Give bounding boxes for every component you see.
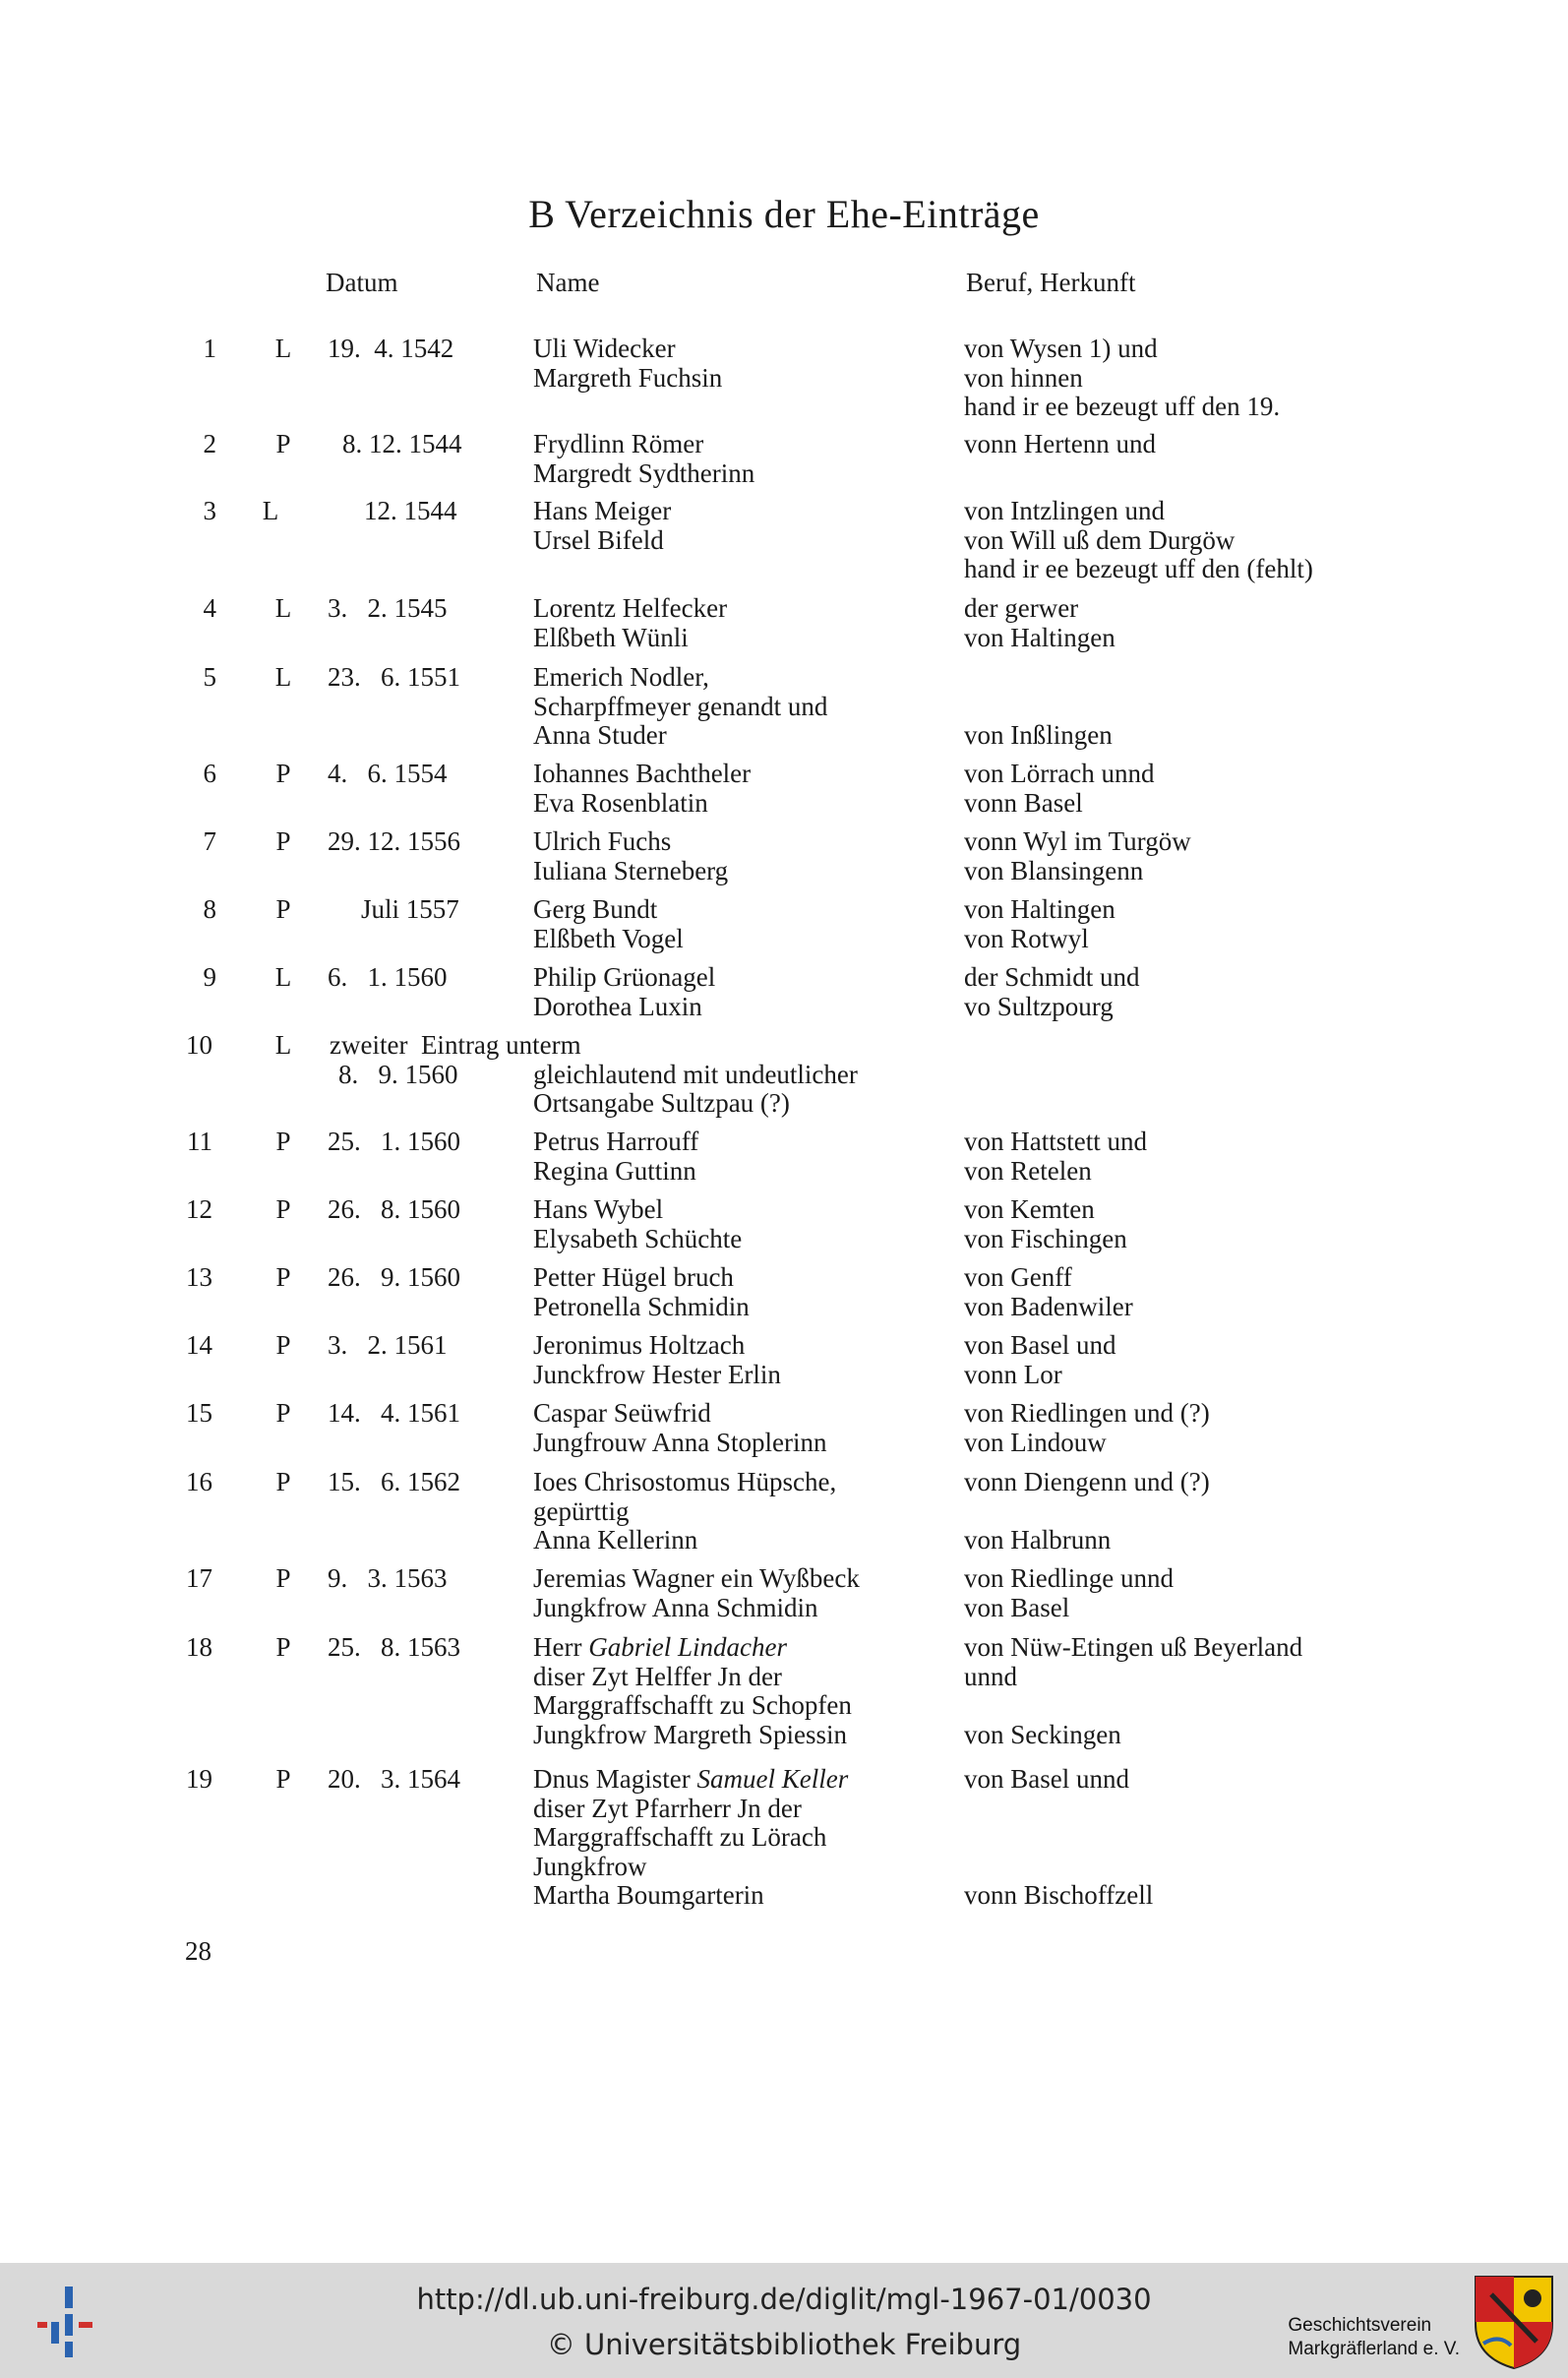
name-text: Jungkfrow Anna Schmidin <box>533 1592 818 1622</box>
origin-line: vonn Basel <box>964 787 1083 818</box>
entry-type: L <box>274 593 292 623</box>
entry-number: 1 <box>203 334 216 363</box>
origin-line: von Intzlingen und <box>964 496 1165 525</box>
entry-number: 9 <box>203 962 216 992</box>
entry-type: L <box>262 496 279 525</box>
entry-origin <box>964 760 1397 818</box>
origin-line: hand ir ee bezeugt uff den (fehlt) <box>964 554 1313 583</box>
origin-line <box>964 1497 1397 1527</box>
entry-origin <box>964 1128 1397 1186</box>
entry-origin <box>964 1399 1397 1457</box>
header-name: Name <box>536 268 600 297</box>
name-text: Marggraffschafft zu Lörach <box>533 1822 827 1852</box>
origin-line: von Riedlingen und (?) <box>964 1398 1210 1428</box>
name-line <box>533 1663 946 1692</box>
entry-number: 15 <box>186 1398 212 1428</box>
entry-names <box>533 1263 946 1321</box>
entry-origin <box>964 1195 1397 1253</box>
name-text: Uli Widecker <box>533 334 676 363</box>
name-line <box>533 1468 946 1497</box>
name-line <box>533 789 946 819</box>
name-line: gleichlautend mit undeutlicher <box>533 1059 858 1089</box>
name-text: Ioes Chrisostomus Hüpsche, <box>533 1467 837 1496</box>
document-url[interactable] <box>0 2283 1568 2316</box>
entry-date: 20. 3. 1564 <box>328 1764 460 1794</box>
entry-number: 10 <box>186 1030 212 1060</box>
name-line <box>533 1633 946 1663</box>
name-text: Iohannes Bachtheler <box>533 759 752 788</box>
origin-line: vonn Bischoffzell <box>964 1880 1154 1910</box>
name-text: Marggraffschafft zu Schopfen <box>533 1690 852 1720</box>
origin-line: von Haltingen <box>964 894 1116 924</box>
name-text: diser Zyt Pfarrherr Jn der <box>533 1793 802 1823</box>
entry-number: 7 <box>203 826 216 856</box>
entry-names <box>533 1399 946 1457</box>
origin-line: von Seckingen <box>964 1719 1121 1749</box>
entry-date: 15. 6. 1562 <box>328 1467 460 1496</box>
origin-line: von Retelen <box>964 1155 1092 1186</box>
entry-origin <box>964 497 1397 584</box>
entry-date: 23. 6. 1551 <box>328 662 460 692</box>
origin-line: von Nüw-Etingen uß Beyerland <box>964 1632 1303 1662</box>
origin-line: von Basel und <box>964 1330 1116 1360</box>
entry-type: P <box>275 429 291 458</box>
origin-line: von Lindouw <box>964 1427 1107 1457</box>
origin-line: vonn Diengenn und (?) <box>964 1467 1210 1496</box>
name-line <box>533 1691 946 1721</box>
name-line <box>533 1497 946 1527</box>
entry-number: 13 <box>186 1262 212 1292</box>
entry-number: 8 <box>203 894 216 924</box>
entry-number: 3 <box>203 496 216 525</box>
name-line <box>533 1128 946 1157</box>
entry-origin <box>964 963 1397 1021</box>
name-line <box>533 430 946 459</box>
name-text: Martha Boumgarterin <box>533 1880 764 1910</box>
entry-names <box>533 1061 946 1119</box>
origin-line: von Rotwyl <box>964 923 1089 953</box>
name-text: Ursel Bifeld <box>533 524 664 555</box>
origin-line: von Inßlingen <box>964 720 1113 750</box>
entry-date: 3. 2. 1545 <box>328 593 448 623</box>
name-line <box>533 895 946 925</box>
entry-names <box>533 335 946 393</box>
origin-line: von Will uß dem Durgöw <box>964 524 1236 555</box>
entry-names <box>533 663 946 751</box>
entry-names <box>533 1468 946 1555</box>
entry-number: 17 <box>186 1563 212 1593</box>
origin-line <box>964 693 1397 722</box>
name-line <box>533 459 946 489</box>
entry-date: 26. 8. 1560 <box>328 1194 460 1224</box>
entry-type: L <box>274 962 292 992</box>
origin-line: von Basel <box>964 1592 1070 1622</box>
entry-names <box>533 1633 946 1749</box>
origin-line: von Riedlinge unnd <box>964 1563 1174 1593</box>
entry-origin <box>964 335 1397 422</box>
name-text: gepürttig <box>533 1495 630 1526</box>
origin-line: vonn Wyl im Turgöw <box>964 826 1191 856</box>
name-text: Elysabeth Schüchte <box>533 1223 743 1253</box>
name-line <box>533 1526 946 1555</box>
entry-date: 3. 2. 1561 <box>328 1330 448 1360</box>
entry-type: P <box>275 1764 291 1794</box>
entry-date: 25. 1. 1560 <box>328 1127 460 1156</box>
entry-type: P <box>275 1563 291 1593</box>
origin-line <box>964 1853 1397 1882</box>
coat-of-arms-icon <box>1472 2273 1556 2371</box>
entry-names <box>533 827 946 885</box>
entry-number: 11 <box>187 1127 212 1156</box>
entry-date: 12. 1544 <box>364 496 457 525</box>
origin-line: unnd <box>964 1661 1017 1691</box>
origin-line: von Badenwiler <box>964 1291 1133 1321</box>
name-text: Lorentz Helfecker <box>533 593 728 623</box>
origin-line <box>964 1691 1397 1721</box>
origin-line: vo Sultzpourg <box>964 991 1114 1021</box>
origin-line: hand ir ee bezeugt uff den 19. <box>964 392 1281 421</box>
entry-number: 19 <box>186 1764 212 1794</box>
entry-type: P <box>275 894 291 924</box>
origin-line: der gerwer <box>964 593 1079 623</box>
entry-type: P <box>275 1127 291 1156</box>
entry-number: 14 <box>186 1330 212 1360</box>
entry-number: 16 <box>186 1467 212 1496</box>
entry-type: P <box>275 1194 291 1224</box>
name-line <box>533 693 946 722</box>
name-text: diser Zyt Helffer Jn der <box>533 1661 782 1691</box>
origin-line: der Schmidt und <box>964 962 1140 992</box>
header-beruf: Beruf, Herkunft <box>966 268 1136 297</box>
name-text: Petrus Harrouff <box>533 1127 699 1156</box>
name-line <box>533 1853 946 1882</box>
entry-names <box>533 760 946 818</box>
name-text: Iuliana Sterneberg <box>533 855 729 885</box>
entry-origin <box>964 1564 1397 1622</box>
name-line <box>533 1195 946 1225</box>
entry-names <box>533 1765 946 1911</box>
name-line <box>533 1399 946 1429</box>
entry-number: 2 <box>203 429 216 458</box>
entry-type: P <box>275 759 291 788</box>
name-line <box>533 1293 946 1322</box>
entry-names <box>533 1128 946 1186</box>
entry-names <box>533 1331 946 1389</box>
name-line <box>533 760 946 789</box>
name-line <box>533 497 946 526</box>
name-text: Elßbeth Vogel <box>533 923 684 953</box>
origin-line: von Halbrunn <box>964 1525 1112 1555</box>
name-text: Hans Meiger <box>533 496 672 525</box>
entry-number: 6 <box>203 759 216 788</box>
name-line <box>533 963 946 993</box>
society-name <box>1288 2314 1460 2361</box>
footer-bar <box>0 2263 1568 2378</box>
entry-note: zweiter Eintrag unterm <box>330 1030 581 1060</box>
entry-type: L <box>274 334 292 363</box>
origin-line: von Fischingen <box>964 1223 1127 1253</box>
entry-date: 25. 8. 1563 <box>328 1632 460 1662</box>
name-text: Hans Wybel <box>533 1194 664 1224</box>
entry-origin <box>964 895 1397 953</box>
name-text: Ulrich Fuchs <box>533 826 672 856</box>
origin-line: von Haltingen <box>964 622 1116 652</box>
name-line <box>533 1157 946 1187</box>
origin-line: von Kemten <box>964 1194 1095 1224</box>
page-title: B Verzeichnis der Ehe-Einträge <box>528 192 1040 236</box>
entry-date: 29. 12. 1556 <box>328 826 460 856</box>
name-line <box>533 857 946 886</box>
name-line <box>533 1225 946 1254</box>
origin-line <box>964 663 1397 693</box>
name-line <box>533 1594 946 1623</box>
name-text: Caspar Seüwfrid <box>533 1398 711 1428</box>
origin-line: von Basel unnd <box>964 1764 1129 1794</box>
origin-line: vonn Lor <box>964 1359 1062 1389</box>
name-line <box>533 827 946 857</box>
entry-type: P <box>275 1262 291 1292</box>
name-text: Herr <box>533 1632 589 1662</box>
name-text: Eva Rosenblatin <box>533 787 708 818</box>
name-line <box>533 364 946 394</box>
name-line <box>533 1263 946 1293</box>
name-line <box>533 1564 946 1594</box>
name-line <box>533 1361 946 1390</box>
entry-origin <box>964 1765 1397 1911</box>
origin-line: von Lörrach unnd <box>964 759 1155 788</box>
name-line <box>533 1765 946 1795</box>
entry-type: P <box>275 1467 291 1496</box>
page-number: 28 <box>185 1936 211 1966</box>
entry-date: 6. 1. 1560 <box>328 962 448 992</box>
name-text: Dorothea Luxin <box>533 991 702 1021</box>
origin-line: von Wysen 1) und <box>964 334 1158 363</box>
entry-type: P <box>275 1398 291 1428</box>
entry-date: 14. 4. 1561 <box>328 1398 460 1428</box>
name-text: Anna Kellerinn <box>533 1525 698 1555</box>
name-text: Junckfrow Hester Erlin <box>533 1359 781 1389</box>
name-line <box>533 1331 946 1361</box>
name-text: Scharpffmeyer genandt und <box>533 691 828 721</box>
entry-date: 19. 4. 1542 <box>328 334 454 363</box>
origin-line: vonn Hertenn und <box>964 429 1156 458</box>
name-line <box>533 993 946 1022</box>
origin-line <box>964 1823 1397 1853</box>
header-datum: Datum <box>326 268 398 297</box>
entry-date: 26. 9. 1560 <box>328 1262 460 1292</box>
name-line <box>533 925 946 954</box>
entry-type: L <box>274 662 292 692</box>
name-italic: Samuel Keller <box>696 1764 849 1794</box>
entry-origin <box>964 827 1397 885</box>
entry-names <box>533 1195 946 1253</box>
name-line <box>533 624 946 653</box>
entry-names <box>533 497 946 555</box>
name-text: Margreth Fuchsin <box>533 362 723 393</box>
name-text: Petter Hügel bruch <box>533 1262 734 1292</box>
name-text: Frydlinn Römer <box>533 429 704 458</box>
name-text: Petronella Schmidin <box>533 1291 750 1321</box>
name-line <box>533 1429 946 1458</box>
origin-line: von Genff <box>964 1262 1072 1292</box>
entry-date: Juli 1557 <box>361 894 459 924</box>
name-text: Jeronimus Holtzach <box>533 1330 746 1360</box>
document-url-link[interactable]: http://dl.ub.uni-freiburg.de/diglit/mgl-1967-01/0030 <box>416 2283 1152 2316</box>
entry-type: P <box>275 826 291 856</box>
entry-type: P <box>275 1330 291 1360</box>
entry-names <box>533 1564 946 1622</box>
origin-line: von Blansingenn <box>964 855 1144 885</box>
name-text: Elßbeth Wünli <box>533 622 689 652</box>
entry-origin <box>964 1468 1397 1555</box>
name-text: Jungfrouw Anna Stoplerinn <box>533 1427 827 1457</box>
name-line <box>533 1721 946 1750</box>
name-line <box>533 594 946 624</box>
name-italic: Gabriel Lindacher <box>588 1632 787 1662</box>
name-text: Margredt Sydtherinn <box>533 457 755 488</box>
entry-origin <box>964 1263 1397 1321</box>
entry-type: P <box>275 1632 291 1662</box>
copyright-notice: © Universitätsbibliothek Freiburg <box>546 2328 1022 2361</box>
entry-date: 8. 9. 1560 <box>338 1059 458 1089</box>
entry-origin <box>964 1633 1397 1749</box>
entry-number: 12 <box>186 1194 212 1224</box>
name-line <box>533 526 946 556</box>
name-text: Dnus Magister <box>533 1764 697 1794</box>
entry-date: 4. 6. 1554 <box>328 759 448 788</box>
entry-names <box>533 963 946 1021</box>
name-text: Gerg Bundt <box>533 894 658 924</box>
entry-number: 18 <box>186 1632 212 1662</box>
entry-origin <box>964 663 1397 751</box>
entry-origin <box>964 430 1397 459</box>
name-line <box>533 1823 946 1853</box>
name-text: Jungkfrow <box>533 1851 647 1881</box>
name-line <box>533 1881 946 1911</box>
name-text: Philip Grüonagel <box>533 962 716 992</box>
name-line: Ortsangabe Sultzpau (?) <box>533 1088 790 1118</box>
name-line <box>533 1795 946 1824</box>
entry-names <box>533 430 946 488</box>
name-text: Emerich Nodler, <box>533 662 709 692</box>
entry-names <box>533 594 946 652</box>
entry-number: 4 <box>203 593 216 623</box>
name-line <box>533 663 946 693</box>
entry-origin <box>964 594 1397 652</box>
origin-line <box>964 1795 1397 1824</box>
name-text: Jeremias Wagner ein Wyßbeck <box>533 1563 860 1593</box>
name-text: Jungkfrow Margreth Spiessin <box>533 1719 847 1749</box>
entry-number: 5 <box>203 662 216 692</box>
entry-names <box>533 895 946 953</box>
name-line <box>533 335 946 364</box>
entry-type: L <box>274 1030 292 1060</box>
origin-line: von hinnen <box>964 362 1083 393</box>
name-line <box>533 721 946 751</box>
entry-date: 9. 3. 1563 <box>328 1563 448 1593</box>
origin-line: von Hattstett und <box>964 1127 1147 1156</box>
society-line2: Markgräflerland e. V. <box>1288 2339 1460 2359</box>
society-line1: Geschichtsverein <box>1288 2315 1432 2336</box>
entry-date: 8. 12. 1544 <box>342 429 462 458</box>
name-text: Regina Guttinn <box>533 1155 696 1186</box>
entry-origin <box>964 1331 1397 1389</box>
name-text: Anna Studer <box>533 720 667 750</box>
